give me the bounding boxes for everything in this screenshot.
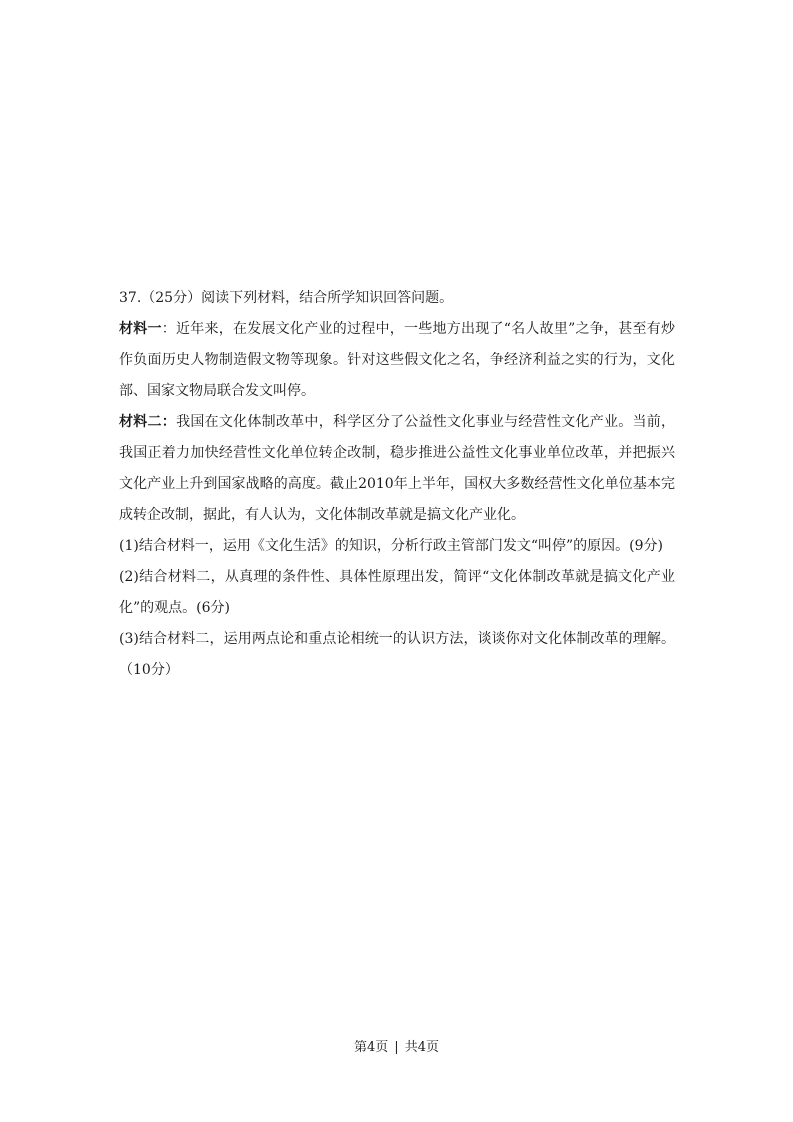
material-2-label: 材料二： (119, 414, 177, 430)
material-1 (119, 314, 675, 407)
sub-question-2: (2)结合材料二，从真理的条件性、具体性原理出发，简评“文化体制改革就是搞文化产业化”的观点。(6分) (119, 569, 675, 616)
material-1-label: 材料一 (119, 321, 162, 337)
page-number: 第4页 (354, 1040, 389, 1055)
sub-question-1: (1)结合材料一，运用《文化生活》的知识，分析行政主管部门发文“叫停”的原因。(9分) (119, 538, 663, 554)
question-37 (119, 283, 675, 686)
page-footer (0, 1038, 793, 1058)
question-header: 37.（25分）阅读下列材料，结合所学知识回答问题。 (119, 290, 454, 306)
material-2 (119, 407, 675, 531)
material-2-text: 我国在文化体制改革中，科学区分了公益性文化事业与经营性文化产业。当前，我国正着力加快经营性文化单位转企改制，稳步推进公益性文化事业单位改革，并把振兴文化产业上升到国家战略的高度。截止2010年上半年，国权大多数经营性文化单位基本完成转企改制，据此，有人认为，文化体制改革就是搞文化产业化。 (119, 414, 676, 523)
page-total: 共4页 (404, 1040, 439, 1055)
material-1-text: ：近年来，在发展文化产业的过程中，一些地方出现了“名人故里”之争，甚至有炒作负面历史人物制造假文物等现象。针对这些假文化之名，争经济利益之实的行为，文化部、国家文物局联合发文叫停。 (119, 321, 676, 399)
sub-question-3: (3)结合材料二，运用两点论和重点论相统一的认识方法，谈谈你对文化体制改革的理解。（10分） (119, 631, 675, 678)
footer-separator: | (394, 1040, 399, 1055)
